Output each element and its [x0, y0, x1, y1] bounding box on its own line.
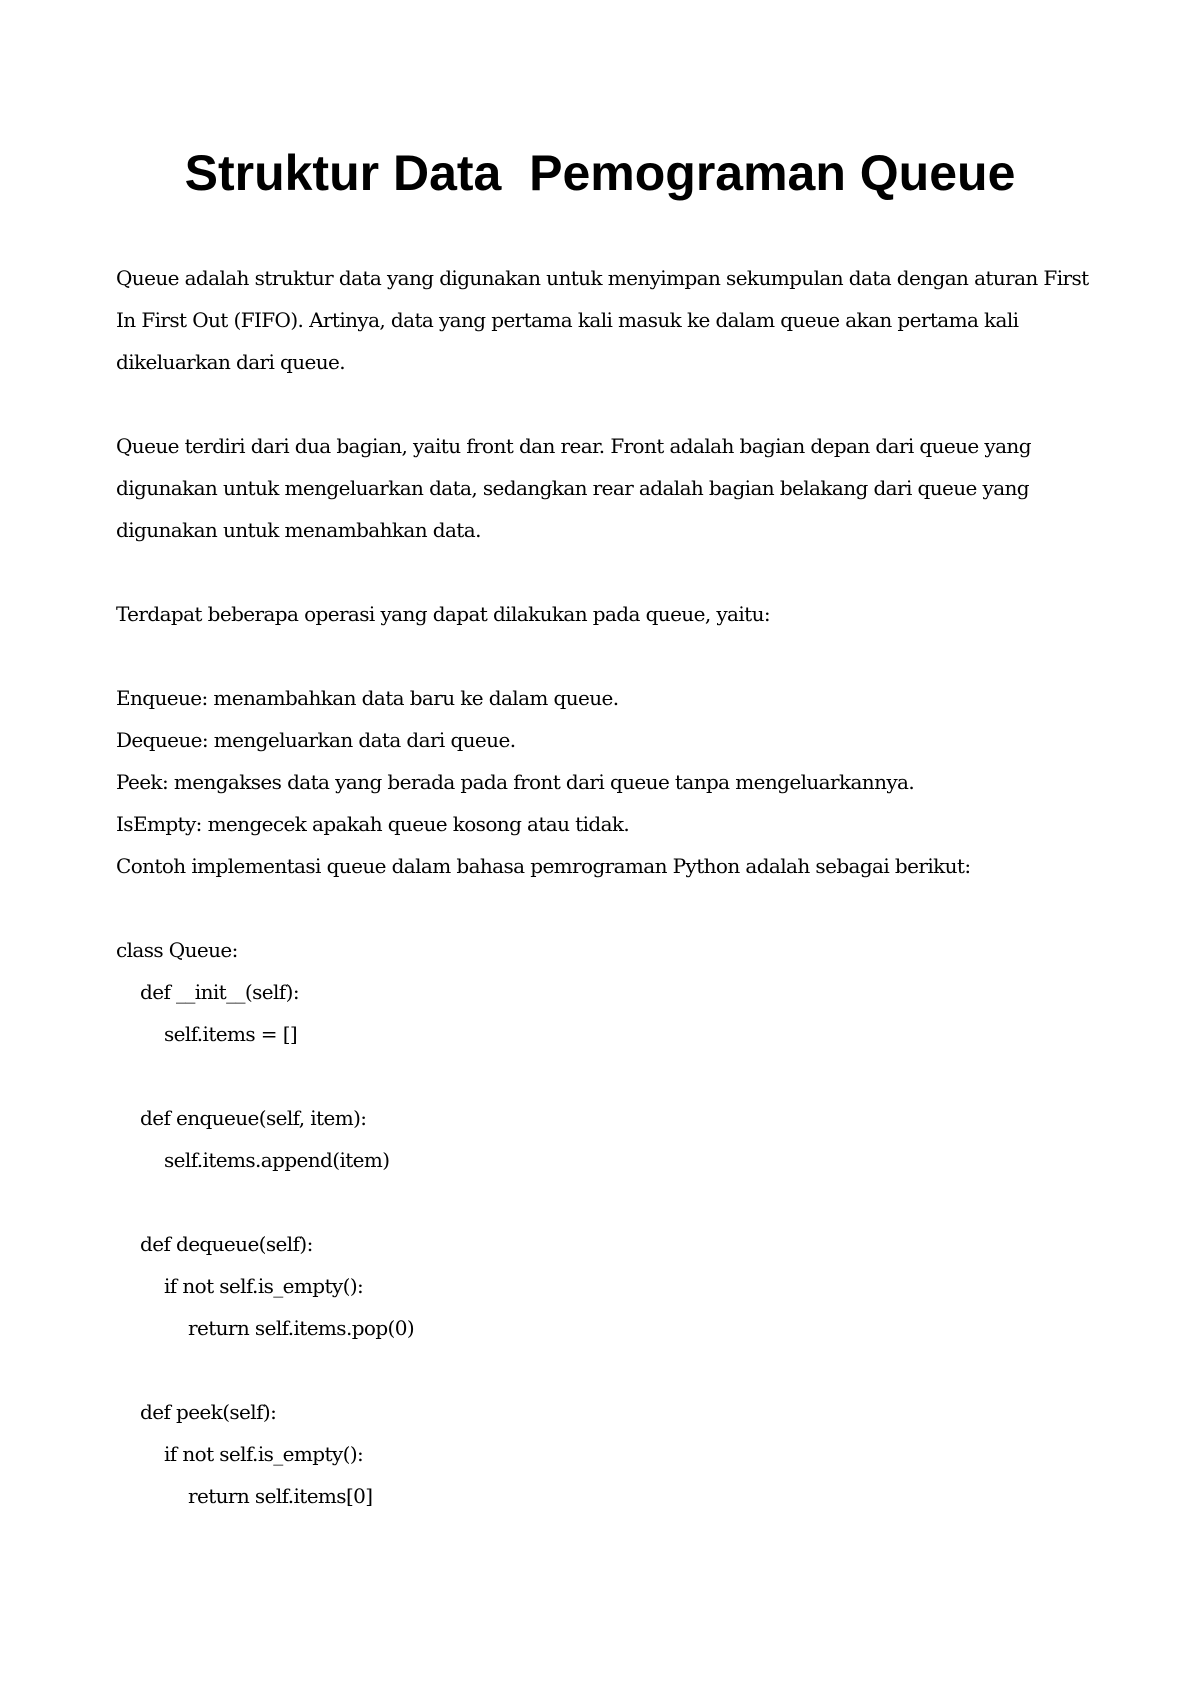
code-line: if not self.is_empty(): [164, 1274, 364, 1298]
paragraph-gap [116, 551, 1096, 593]
operation-isempty: IsEmpty: mengecek apakah queue kosong atau tidak. [116, 812, 630, 836]
operation-enqueue: Enqueue: menambahkan data baru ke dalam queue. [116, 686, 619, 710]
paragraph-gap [116, 383, 1096, 425]
paragraph-front-rear: Queue terdiri dari dua bagian, yaitu front dan rear. Front adalah bagian depan dari queue yang digunakan untuk mengeluarkan data, sedangkan rear adalah bagian belakang dari queue yang digunakan untuk menambahkan data. [116, 434, 1031, 542]
code-line: def dequeue(self): [140, 1232, 313, 1256]
code-line: def enqueue(self, item): [140, 1106, 367, 1130]
paragraph-gap [116, 887, 1096, 929]
operation-dequeue: Dequeue: mengeluarkan data dari queue. [116, 728, 516, 752]
code-block [116, 929, 1096, 1517]
python-example-intro: Contoh implementasi queue dalam bahasa pemrograman Python adalah sebagai berikut: [116, 854, 971, 878]
operations-list [116, 677, 1096, 887]
code-blank-line [116, 1055, 1096, 1097]
operation-peek: Peek: mengakses data yang berada pada front dari queue tanpa mengeluarkannya. [116, 770, 915, 794]
code-line: return self.items[0] [188, 1484, 373, 1508]
document-body [116, 257, 1096, 1517]
paragraph-operations-intro: Terdapat beberapa operasi yang dapat dilakukan pada queue, yaitu: [116, 602, 771, 626]
paragraph-gap [116, 635, 1096, 677]
code-line: def peek(self): [140, 1400, 277, 1424]
document-title: Struktur Data Pemograman Queue [184, 145, 1016, 201]
code-blank-line [116, 1349, 1096, 1391]
code-line: class Queue: [116, 938, 238, 962]
code-line: self.items.append(item) [164, 1148, 390, 1172]
code-line: self.items = [] [164, 1022, 298, 1046]
code-blank-line [116, 1181, 1096, 1223]
paragraph-queue-definition: Queue adalah struktur data yang digunakan untuk menyimpan sekumpulan data dengan aturan First In First Out (FIFO). Artinya, data yang pertama kali masuk ke dalam queue akan pertama kali dikeluarkan dari queue. [116, 266, 1089, 374]
code-line: if not self.is_empty(): [164, 1442, 364, 1466]
code-line: return self.items.pop(0) [188, 1316, 415, 1340]
code-line: def __init__(self): [140, 980, 299, 1004]
